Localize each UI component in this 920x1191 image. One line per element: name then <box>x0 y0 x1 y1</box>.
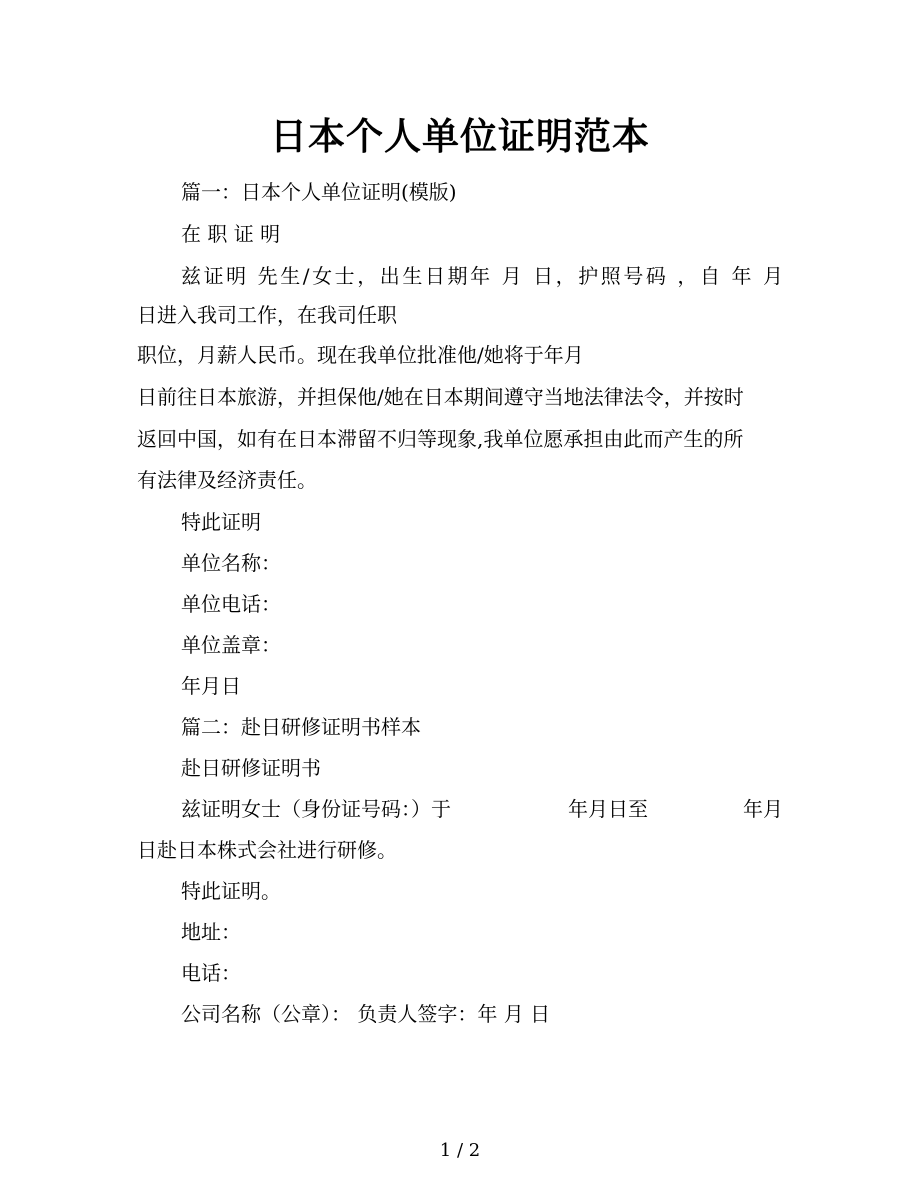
unit-name-field: 单位名称： <box>181 551 281 575</box>
part2-paragraph-segment: 年月 <box>743 797 783 821</box>
part2-subtitle: 赴日研修证明书 <box>181 756 321 780</box>
part1-paragraph-line: 日前往日本旅游，并担保他/她在日本期间遵守当地法律法令，并按时 <box>137 385 744 409</box>
part2-certify: 特此证明。 <box>181 879 281 903</box>
part1-date: 年月日 <box>181 674 241 698</box>
page-number: 1 / 2 <box>439 1140 481 1161</box>
part1-subtitle: 在 职 证 明 <box>181 222 281 246</box>
part1-heading: 篇一：日本个人单位证明(模版) <box>181 180 457 204</box>
unit-seal-field: 单位盖章： <box>181 633 281 657</box>
part2-paragraph-segment: 兹证明女士（身份证号码：）于 <box>181 797 451 821</box>
address-field: 地址： <box>181 920 241 944</box>
part1-paragraph-line: 兹证明 先生/女士，出生日期年 月 日，护照号码 ，自 年 月 <box>181 264 783 288</box>
document-title: 日本个人单位证明范本 <box>270 114 650 158</box>
part2-paragraph-line: 日赴日本株式会社进行研修。 <box>137 838 397 862</box>
part1-paragraph-line: 返回中国，如有在日本滞留不归等现象,我单位愿承担由此而产生的所 <box>137 427 744 451</box>
unit-phone-field: 单位电话： <box>181 592 281 616</box>
part1-paragraph-line: 职位，月薪人民币。现在我单位批准他/她将于年月 <box>137 343 584 367</box>
part1-paragraph-line: 日进入我司工作，在我司任职 <box>137 303 397 327</box>
part1-certify: 特此证明 <box>181 510 261 534</box>
part2-paragraph-segment: 年月日至 <box>568 797 648 821</box>
company-sign-line: 公司名称（公章）： 负责人签字：年 月 日 <box>181 1002 551 1026</box>
phone-field: 电话： <box>181 961 241 985</box>
part1-paragraph-line: 有法律及经济责任。 <box>137 468 317 492</box>
part2-heading: 篇二：赴日研修证明书样本 <box>181 715 421 739</box>
